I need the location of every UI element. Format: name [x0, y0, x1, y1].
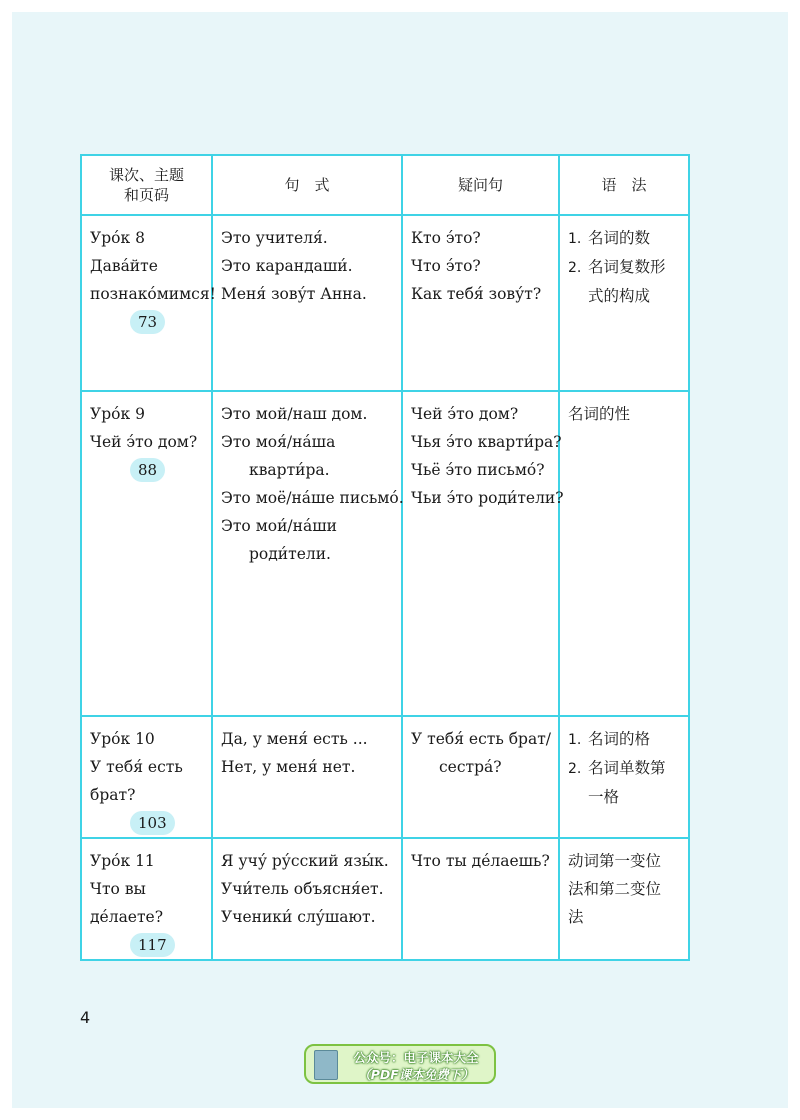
question-line: Чьи э́то роди́тели? [411, 489, 564, 507]
pattern-line: Меня́ зову́т Анна. [221, 285, 367, 303]
question-line: Что ты де́лаешь? [411, 852, 550, 870]
lesson-topic: У тебя́ есть [90, 758, 183, 776]
header-questions: 疑问句 [402, 155, 559, 215]
grammar-text: 名词的性 [568, 405, 631, 423]
pattern-line: Я учу́ ру́сский язы́к. [221, 852, 389, 870]
lesson-cell [81, 391, 212, 716]
grammar-text: 法和第二变位 [568, 880, 662, 898]
header-row [81, 155, 689, 215]
lesson-cell [81, 215, 216, 391]
patterns-cell [212, 838, 402, 960]
lesson-topic: Что вы [90, 880, 146, 898]
grammar-item: 2. 名词单数第 [568, 759, 666, 777]
watermark-badge [304, 1044, 496, 1084]
question-line: Чья э́то кварти́ра? [411, 433, 562, 451]
question-line: Как тебя́ зову́т? [411, 285, 542, 303]
watermark-line: （PDF课本免费下） [358, 1067, 474, 1082]
page-number-badge: 117 [130, 933, 175, 957]
pattern-line: Да, у меня́ есть ... [221, 730, 368, 748]
grammar-text: 动词第一变位 [568, 852, 662, 870]
page-number-badge: 88 [130, 458, 165, 482]
lesson-topic: познако́мимся! [90, 285, 216, 303]
header-sentence-patterns: 句 式 [212, 155, 402, 215]
grammar-cell [559, 391, 689, 716]
lesson-number: Уро́к 11 [90, 852, 155, 870]
patterns-cell [212, 215, 402, 391]
lesson-number: Уро́к 9 [90, 405, 145, 423]
contents-table [80, 154, 690, 961]
lesson-cell [81, 838, 212, 960]
grammar-text: 法 [568, 908, 584, 926]
grammar-item: 1. 名词的数 [568, 229, 651, 247]
grammar-item-continued: 一格 [588, 788, 620, 806]
grammar-item: 1. 名词的格 [568, 730, 651, 748]
pattern-line: Ученики́ слу́шают. [221, 908, 376, 926]
table-row [81, 838, 689, 960]
lesson-topic: Дава́йте [90, 257, 158, 275]
pattern-line: Это учителя́. [221, 229, 328, 247]
lesson-topic: де́лаете? [90, 908, 164, 926]
pattern-line: Это моя́/на́ша [221, 433, 336, 451]
grammar-cell [559, 716, 689, 838]
pattern-line: кварти́ра. [249, 461, 330, 479]
pattern-line: Это карандаши́. [221, 257, 353, 275]
question-line: Кто э́то? [411, 229, 481, 247]
watermark-line: 公众号：电子课本大全 [353, 1050, 479, 1065]
question-line: Чей э́то дом? [411, 405, 519, 423]
header-lesson-topic-page: 课次、主题 和页码 [81, 155, 212, 215]
lesson-cell [81, 716, 212, 838]
pattern-line: Это моё/на́ше письмо́. [221, 489, 404, 507]
patterns-cell [212, 716, 402, 838]
pattern-line: Учи́тель объясня́ет. [221, 880, 384, 898]
grammar-cell [559, 215, 689, 391]
book-icon [314, 1050, 338, 1080]
questions-cell [402, 716, 559, 838]
questions-cell [402, 838, 559, 960]
pattern-line: Это мои́/на́ши [221, 517, 337, 535]
page-number: 4 [80, 1008, 91, 1027]
questions-cell [402, 215, 559, 391]
table-row [81, 716, 689, 838]
question-line: Что э́то? [411, 257, 481, 275]
pattern-line: Это мой/наш дом. [221, 405, 368, 423]
question-line: Чьё э́то письмо́? [411, 461, 545, 479]
table-row [81, 215, 689, 391]
question-line: сестра́? [439, 758, 502, 776]
table-row [81, 391, 689, 716]
questions-cell [402, 391, 564, 716]
grammar-cell [559, 838, 689, 960]
grammar-item: 2. 名词复数形 [568, 258, 666, 276]
grammar-item-continued: 式的构成 [588, 287, 651, 305]
lesson-topic: брат? [90, 786, 136, 804]
question-line: У тебя́ есть брат/ [411, 730, 551, 748]
lesson-number: Уро́к 10 [90, 730, 155, 748]
lesson-number: Уро́к 8 [90, 229, 145, 247]
lesson-topic: Чей э́то дом? [90, 433, 198, 451]
header-grammar: 语 法 [559, 155, 689, 215]
page-number-badge: 103 [130, 811, 175, 835]
pattern-line: Нет, у меня́ нет. [221, 758, 356, 776]
page-number-badge: 73 [130, 310, 165, 334]
patterns-cell [212, 391, 402, 716]
pattern-line: роди́тели. [249, 545, 331, 563]
